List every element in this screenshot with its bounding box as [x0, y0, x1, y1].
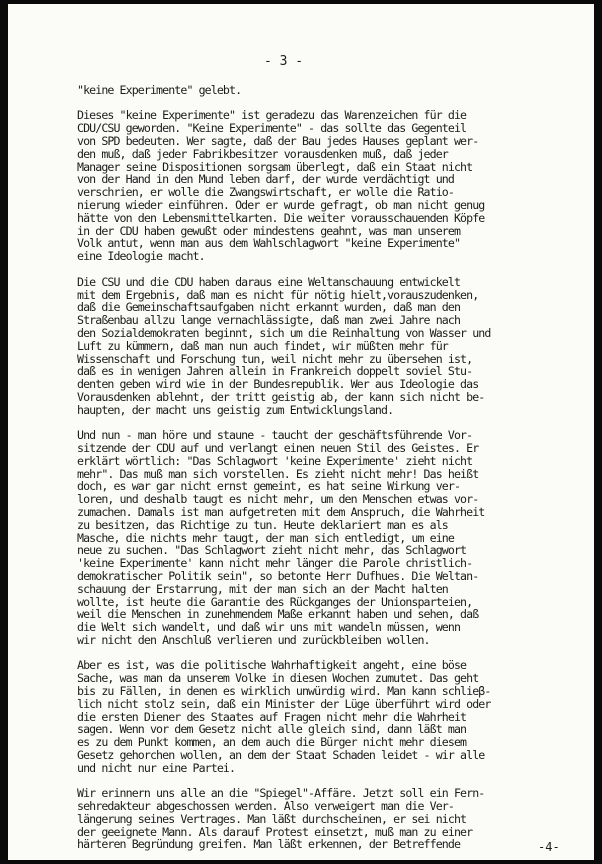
text-line: zu besitzen, das Richtige zu tun. Heute deklariert man es als: [77, 517, 448, 532]
text-line: neue zu suchen. "Das Schlagwort zieht nicht mehr, das Schlagwort: [77, 543, 467, 558]
text-line: bis zu Fällen, in denen es wirklich unwürdig wird. Man kann schlieβ-: [77, 684, 491, 699]
text-line: sagen. Wenn vor dem Gesetz nicht alle gleich sind, dann läßt man: [77, 722, 467, 737]
next-page-marker: -4-: [538, 840, 560, 854]
paragraph-1: [77, 84, 577, 97]
text-line: längerung seines Vertrages. Man läßt durchscheinen, er sei nicht: [77, 811, 467, 826]
text-line: Sache, was man da unserem Volke in diesen Wochen zumutet. Das geht: [77, 671, 479, 686]
page-number: - 3 -: [264, 54, 304, 69]
text-line: sehredakteur abgeschossen werden. Also verweigert man die Ver-: [77, 799, 454, 814]
text-line: wollte, ist heute die Garantie des Rückganges der Unionsparteien,: [77, 594, 473, 609]
document-body: [77, 84, 577, 860]
text-line: Gesetz gehorchen wollen, an dem der Staat Schaden leidet - wir alle: [77, 748, 485, 762]
text-line: der geeignete Mann. Als darauf Protest einsetzt, muß man zu einer: [77, 824, 473, 839]
text-line: Aber es ist, was die politische Wahrhaftigkeit angeht, eine böse: [77, 658, 467, 673]
text-line: erklärt wörtlich: "Das Schlagwort 'keine Experimente' zieht nicht: [77, 453, 473, 468]
paragraph-6: [77, 787, 577, 851]
text-line: Luft zu kümmern, daß man nun auch findet, wir müßten mehr für: [77, 338, 448, 353]
text-line: den Sozialdemokraten beginnt, sich um die Reinhaltung von Wasser und: [77, 325, 491, 340]
text-line: in der CDU haben gewußt oder mindestens geahnt, was man unserem: [77, 223, 461, 238]
text-line: "keine Experimente" gelebt.: [77, 83, 242, 97]
text-line: von der Hand in den Mund leben darf, der wurde verdächtigt und: [77, 172, 454, 187]
text-line: wir nicht den Anschluß verlieren und zurückbleiben wollen.: [77, 632, 430, 647]
text-line: daß es in wenigen Jahren allein in Frankreich doppelt soviel Stu-: [77, 364, 473, 379]
paragraph-5: [77, 659, 577, 774]
text-line: loren, und deshalb taugt es nicht mehr, um den Menschen etwas vor-: [77, 492, 479, 507]
text-line: Und nun - man höre und staune - taucht der geschäftsführende Vor-: [77, 428, 473, 443]
text-line: Dieses "keine Experimente" ist geradezu das Warenzeichen für die: [77, 108, 467, 123]
text-line: daß die Gemeinschaftsaufgaben nicht erkannt wurden, daß man den: [77, 300, 461, 315]
text-line: mehr". Das muß man sich vorstellen. Es zieht nicht mehr! Das heißt: [77, 466, 479, 481]
text-line: Masche, die nichts mehr taugt, der man sich entledigt, um eine: [77, 530, 454, 545]
text-line: Straßenbau allzu lange vernachlässigte, daß man zwei Jahre nach: [77, 313, 461, 328]
text-line: haupten, der macht uns geistig zum Entwicklungsland.: [77, 402, 394, 417]
paragraph-2: [77, 109, 577, 263]
text-line: CDU/CSU geworden. "Keine Experimente" - das sollte das Gegenteil: [77, 121, 467, 136]
paragraph-4: [77, 429, 577, 647]
text-line: es zu dem Punkt kommen, an dem auch die Bürger nicht mehr diesem: [77, 735, 467, 750]
text-line: Vorausdenken ablehnt, der tritt geistig ab, der kann sich nicht be-: [77, 389, 485, 404]
text-line: mit dem Ergebnis, daß man es nicht für nötig hielt,vorauszudenken,: [77, 287, 479, 302]
text-line: verschrien, er wolle die Zwangswirtschaft, er wolle die Ratio-: [77, 185, 454, 200]
paragraph-3: [77, 276, 577, 417]
text-line: zumachen. Damals ist man aufgetreten mit dem Anspruch, die Wahrheit: [77, 504, 485, 519]
text-line: Wissenschaft und Forschung tun, weil nicht mehr zu übersehen ist,: [77, 351, 473, 366]
text-line: die Welt sich wandelt, und daß wir uns mit wandeln müssen, wenn: [77, 620, 461, 635]
text-line: Die CSU und die CDU haben daraus eine Weltanschauung entwickelt: [77, 274, 461, 289]
text-line: von SPD bedeuten. Wer sagte, daß der Bau jedes Hauses geplant wer-: [77, 134, 479, 149]
text-line: Wir erinnern uns alle an die "Spiegel"-Affäre. Jetzt soll ein Fern-: [77, 786, 485, 801]
text-line: nierung wieder einführen. Oder er wurde gefragt, ob man nicht genug: [77, 198, 485, 213]
text-line: weil die Menschen in zunehmendem Maße erkannt haben und sehen, daß: [77, 607, 479, 622]
text-line: den muß, daß jeder Fabrikbesitzer vorausdenken muß, daß jeder: [77, 146, 448, 161]
text-line: schauung der Erstarrung, mit der man sich an der Macht halten: [77, 581, 448, 596]
text-line: denten geben wird wie in der Bundesrepublik. Wer aus Ideologie das: [77, 377, 479, 392]
text-line: und nicht nur eine Partei.: [77, 760, 236, 775]
text-line: Manager seine Dispositionen sorgsam überlegt, daß ein Staat nicht: [77, 159, 473, 174]
text-line: lich nicht stolz sein, daß ein Minister der Lüge überführt wird oder: [77, 696, 491, 711]
text-line: doch, es war gar nicht ernst gemeint, es hat seine Wirkung ver-: [77, 479, 461, 494]
text-line: eine Ideologie macht.: [77, 249, 205, 264]
text-line: die ersten Diener des Staates auf Fragen nicht mehr die Wahrheit: [77, 709, 467, 724]
text-line: hätte von den Lebensmittelkarten. Die weiter vorausschauenden Köpfe: [77, 210, 485, 225]
text-line: demokratischer Politik sein", so betonte Herr Dufhues. Die Weltan-: [77, 568, 479, 583]
text-line: härteren Begründung greifen. Man läßt erkennen, der Betreffende: [77, 837, 461, 852]
text-line: 'keine Experimente' kann nicht mehr länger die Parole christlich-: [77, 556, 473, 571]
document-page: [8, 4, 594, 860]
text-line: sitzende der CDU auf und verlangt einen neuen Stil des Geistes. Er: [77, 440, 479, 455]
text-line: Volk antut, wenn man aus dem Wahlschlagwort "keine Experimente": [77, 236, 461, 251]
